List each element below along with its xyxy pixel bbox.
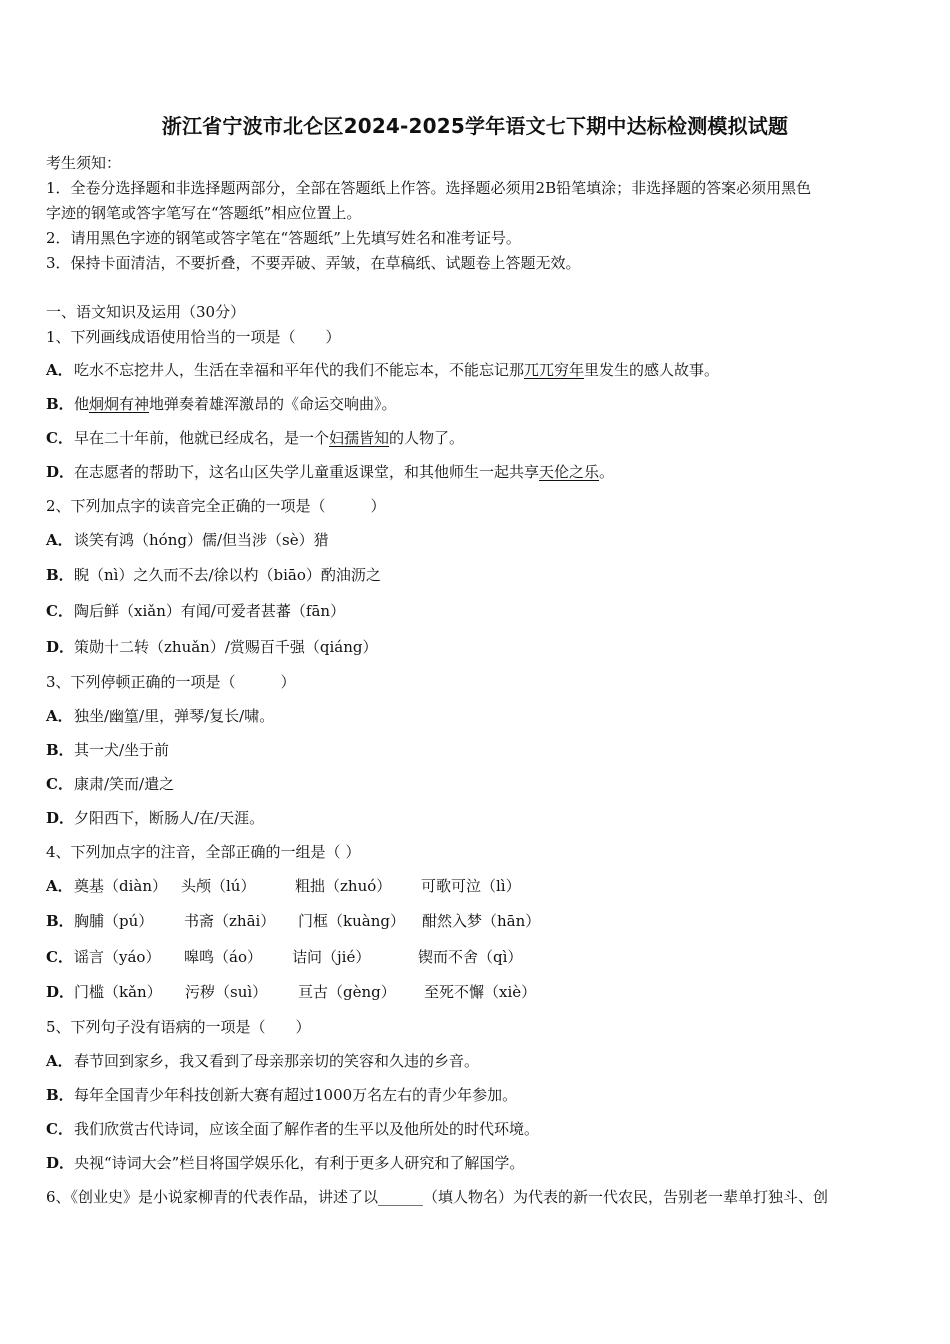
option-word: 书斋（zhāi） <box>184 912 276 930</box>
notice-item: 1．全卷分选择题和非选择题两部分，全部在答题纸上作答。选择题必须用2B铅笔填涂；非选择题的答案必须用黑色 <box>46 179 812 197</box>
option-letter: A． <box>46 877 73 895</box>
option-word: 胸脯（pú） <box>74 912 154 930</box>
underlined-idiom: 炯炯有神 <box>89 395 150 413</box>
underlined-idiom: 兀兀穷年 <box>524 361 585 379</box>
question-5-option-a <box>46 1051 479 1071</box>
notice-item: 3．保持卡面清洁，不要折叠，不要弄破、弄皱，在草稿纸、试题卷上答题无效。 <box>46 254 581 272</box>
option-text: 春节回到家乡，我又看到了母亲那亲切的笑容和久违的乡音。 <box>74 1052 480 1070</box>
option-word: 门框（kuàng） <box>298 912 405 930</box>
option-text: 睨（nì）之久而不去/徐以杓（biāo）酌油沥之 <box>74 566 381 584</box>
question-6-stem: 6、《创业史》是小说家柳青的代表作品，讲述了以______（填人物名）为代表的新一代农民，告别老一辈单打独斗、创 <box>46 1188 829 1206</box>
option-word: 谣言（yáo） <box>74 948 161 966</box>
option-word: 亘古（gèng） <box>298 983 396 1001</box>
option-text: 我们欣赏古代诗词，应该全面了解作者的生平以及他所处的时代环境。 <box>74 1120 540 1138</box>
option-word: 头颅（lú） <box>181 877 256 895</box>
question-1-option-a <box>46 360 719 380</box>
option-text: 每年全国青少年科技创新大赛有超过1000万名左右的青少年参加。 <box>74 1086 518 1104</box>
question-4-stem: 4、下列加点字的注音，全部正确的一组是（ ） <box>46 843 361 861</box>
question-3-option-a <box>46 706 274 726</box>
question-1-stem: 1、下列画线成语使用恰当的一项是（ ） <box>46 328 341 346</box>
option-word: 诘问（jié） <box>292 948 371 966</box>
option-word: 可歌可泣（lì） <box>421 877 521 895</box>
question-1-option-c <box>46 428 464 448</box>
notice-heading: 考生须知： <box>46 154 122 172</box>
question-5-option-d <box>46 1153 524 1173</box>
question-2-option-b <box>46 565 381 585</box>
option-letter: D． <box>46 983 75 1001</box>
option-text: 谈笑有鸿（hóng）儒/但当涉（sè）猎 <box>74 531 329 549</box>
option-word: 锲而不舍（qì） <box>418 948 523 966</box>
section-heading: 一、语文知识及运用（30分） <box>46 303 246 321</box>
question-3-option-c <box>46 774 174 794</box>
option-text: 夕阳西下，断肠人/在/天涯。 <box>74 809 265 827</box>
option-letter: D． <box>46 638 75 656</box>
question-5-stem: 5、下列句子没有语病的一项是（ ） <box>46 1018 311 1036</box>
page-title: 浙江省宁波市北仑区2024-2025学年语文七下期中达标检测模拟试题 <box>161 114 789 138</box>
option-word: 至死不懈（xiè） <box>424 983 537 1001</box>
option-letter: B． <box>46 741 74 759</box>
question-2-option-c <box>46 601 345 621</box>
option-text: 策勋十二转（zhuǎn）/赏赐百千强（qiáng） <box>74 638 378 656</box>
option-letter: D． <box>46 809 75 827</box>
option-letter: B． <box>46 395 74 413</box>
underlined-idiom: 天伦之乐 <box>539 463 600 481</box>
option-word: 污秽（suì） <box>185 983 268 1001</box>
option-text: 。 <box>599 463 615 481</box>
option-text: 的人物了。 <box>389 429 465 447</box>
question-4-option-b <box>46 911 540 931</box>
option-letter: A． <box>46 707 73 725</box>
option-letter: A． <box>46 531 73 549</box>
option-text: 吃水不忘挖井人，生活在幸福和平年代的我们不能忘本，不能忘记那 <box>74 361 525 379</box>
option-text: 康肃/笑而/遣之 <box>74 775 175 793</box>
option-word: 嗥鸣（áo） <box>184 948 262 966</box>
option-text: 陶后鲜（xiǎn）有闻/可爱者甚蕃（fān） <box>74 602 346 620</box>
question-2-option-d <box>46 637 378 657</box>
option-letter: B． <box>46 566 74 584</box>
option-letter: A． <box>46 361 73 379</box>
question-4-option-a <box>46 876 521 896</box>
option-word: 奠基（diàn） <box>74 877 168 895</box>
question-1-option-d <box>46 462 614 482</box>
question-2-option-a <box>46 530 329 550</box>
option-text: 地弹奏着雄浑激昂的《命运交响曲》。 <box>149 395 397 413</box>
option-letter: D． <box>46 463 75 481</box>
question-1-option-b <box>46 394 397 414</box>
option-letter: C． <box>46 429 73 447</box>
option-letter: C． <box>46 775 73 793</box>
question-3-option-b <box>46 740 169 760</box>
option-text: 早在二十年前，他就已经成名，是一个 <box>74 429 330 447</box>
option-text: 在志愿者的帮助下，这名山区失学儿童重返课堂，和其他师生一起共享 <box>74 463 540 481</box>
option-letter: D． <box>46 1154 75 1172</box>
option-letter: C． <box>46 1120 73 1138</box>
option-text: 央视“诗词大会”栏目将国学娱乐化，有利于更多人研究和了解国学。 <box>74 1154 525 1172</box>
question-3-stem: 3、下列停顿正确的一项是（ ） <box>46 673 296 691</box>
question-2-stem: 2、下列加点字的读音完全正确的一项是（ ） <box>46 497 386 515</box>
option-letter: B． <box>46 1086 74 1104</box>
notice-item: 2．请用黑色字迹的钢笔或答字笔在“答题纸”上先填写姓名和准考证号。 <box>46 229 521 247</box>
option-letter: A． <box>46 1052 73 1070</box>
question-3-option-d <box>46 808 264 828</box>
option-word: 粗拙（zhuó） <box>295 877 392 895</box>
notice-item: 字迹的钢笔或答字笔写在“答题纸”相应位置上。 <box>46 204 362 222</box>
option-text: 其一犬/坐于前 <box>74 741 170 759</box>
question-4-option-c <box>46 947 522 967</box>
option-letter: C． <box>46 948 73 966</box>
question-5-option-c <box>46 1119 539 1139</box>
question-5-option-b <box>46 1085 517 1105</box>
option-text: 他 <box>74 395 90 413</box>
option-text: 里发生的感人故事。 <box>584 361 720 379</box>
underlined-idiom: 妇孺皆知 <box>329 429 390 447</box>
option-letter: B． <box>46 912 74 930</box>
option-word: 门槛（kǎn） <box>74 983 162 1001</box>
option-letter: C． <box>46 602 73 620</box>
question-4-option-d <box>46 982 536 1002</box>
option-text: 独坐/幽篁/里，弹琴/复长/啸。 <box>74 707 275 725</box>
option-word: 酣然入梦（hān） <box>422 912 541 930</box>
